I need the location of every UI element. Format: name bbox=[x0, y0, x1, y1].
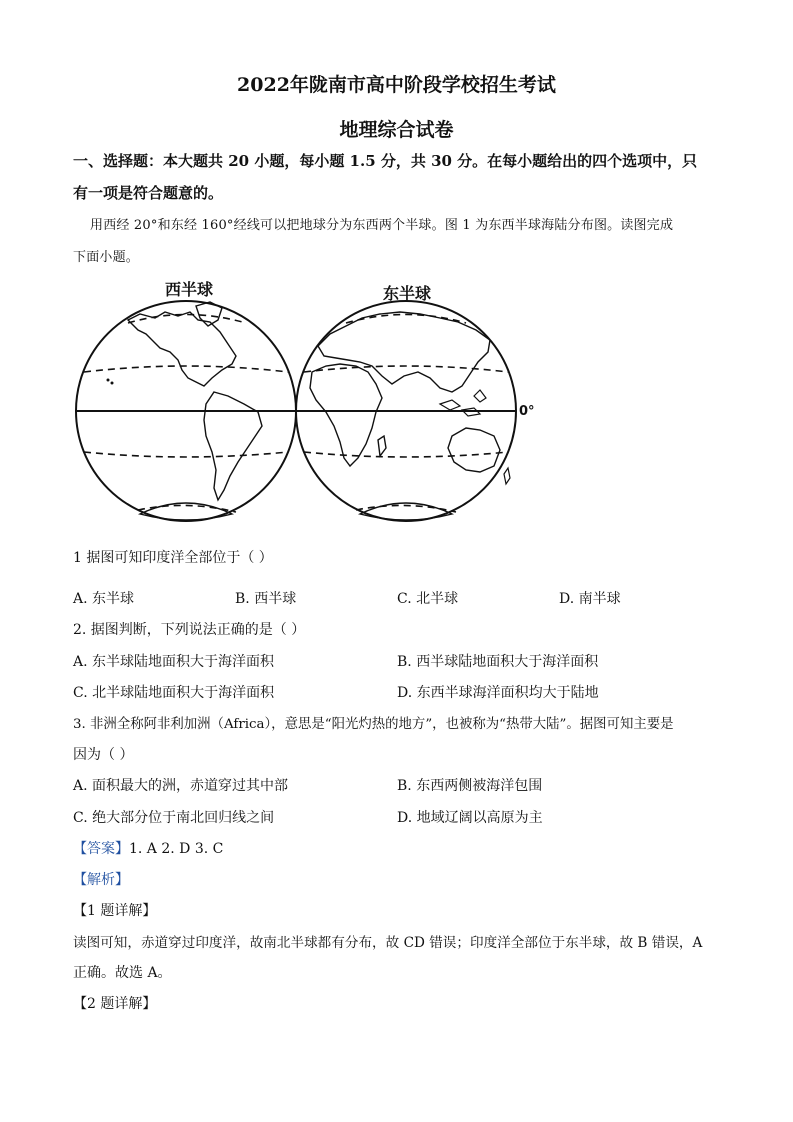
q1-detail-heading: 【1 题详解】 bbox=[73, 903, 157, 919]
intro-line1: 用西经 20°和东经 160°经线可以把地球分为东西两个半球。图 1 为东西半球海陆分布图。读图完成 bbox=[90, 218, 674, 233]
q1-option-c[interactable]: C. 北半球 bbox=[397, 591, 459, 607]
intro-line2: 下面小题。 bbox=[73, 250, 140, 265]
q2-option-a[interactable]: A. 东半球陆地面积大于海洋面积 bbox=[73, 654, 275, 670]
q3-option-b[interactable]: B. 东西两侧被海洋包围 bbox=[397, 778, 543, 794]
q1-option-d[interactable]: D. 南半球 bbox=[559, 591, 621, 607]
q3-option-d[interactable]: D. 地域辽阔以高原为主 bbox=[397, 810, 543, 826]
q2-option-c[interactable]: C. 北半球陆地面积大于海洋面积 bbox=[73, 685, 275, 701]
page-subtitle: 地理综合试卷 bbox=[339, 119, 454, 141]
q2-option-b[interactable]: B. 西半球陆地面积大于海洋面积 bbox=[397, 654, 599, 670]
section-heading-line1: 一、选择题：本大题共 20 小题，每小题 1.5 分，共 30 分。在每小题给出的四个选项中，只 bbox=[73, 152, 698, 170]
q1-detail-line2: 正确。故选 A。 bbox=[73, 965, 172, 981]
answer-tag: 【答案】 bbox=[73, 841, 129, 857]
west-hemisphere-label: 西半球 bbox=[165, 280, 214, 299]
equator-label: 0° bbox=[519, 404, 535, 419]
section-heading-line2: 有一项是符合题意的。 bbox=[73, 184, 224, 202]
q3-option-a[interactable]: A. 面积最大的洲，赤道穿过其中部 bbox=[73, 778, 289, 794]
q1-option-b[interactable]: B. 西半球 bbox=[235, 591, 297, 607]
answer-text: 1. A 2. D 3. C bbox=[129, 841, 224, 857]
q2-option-d[interactable]: D. 东西半球海洋面积均大于陆地 bbox=[397, 685, 599, 701]
q2-detail-heading: 【2 题详解】 bbox=[73, 996, 157, 1012]
question-1-stem: 1 据图可知印度洋全部位于（ ） bbox=[73, 550, 273, 566]
question-2-stem: 2. 据图判断，下列说法正确的是（ ） bbox=[73, 622, 306, 638]
q1-option-a[interactable]: A. 东半球 bbox=[73, 591, 135, 607]
analysis-tag: 【解析】 bbox=[73, 872, 129, 888]
answer-line bbox=[73, 838, 223, 858]
page-title: 2022年陇南市高中阶段学校招生考试 bbox=[237, 74, 556, 96]
question-3-stem-line1: 3. 非洲全称阿非利加洲（Africa），意思是“阳光灼热的地方”，也被称为“热带大陆”。据图可知主要是 bbox=[73, 717, 674, 732]
question-3-stem-line2: 因为（ ） bbox=[73, 747, 134, 763]
q3-option-c[interactable]: C. 绝大部分位于南北回归线之间 bbox=[73, 810, 275, 826]
east-hemisphere-label: 东半球 bbox=[383, 284, 432, 303]
q1-detail-line1: 读图可知，赤道穿过印度洋，故南北半球都有分布，故 CD 错误；印度洋全部位于东半球，故 B 错误，A bbox=[73, 935, 703, 951]
